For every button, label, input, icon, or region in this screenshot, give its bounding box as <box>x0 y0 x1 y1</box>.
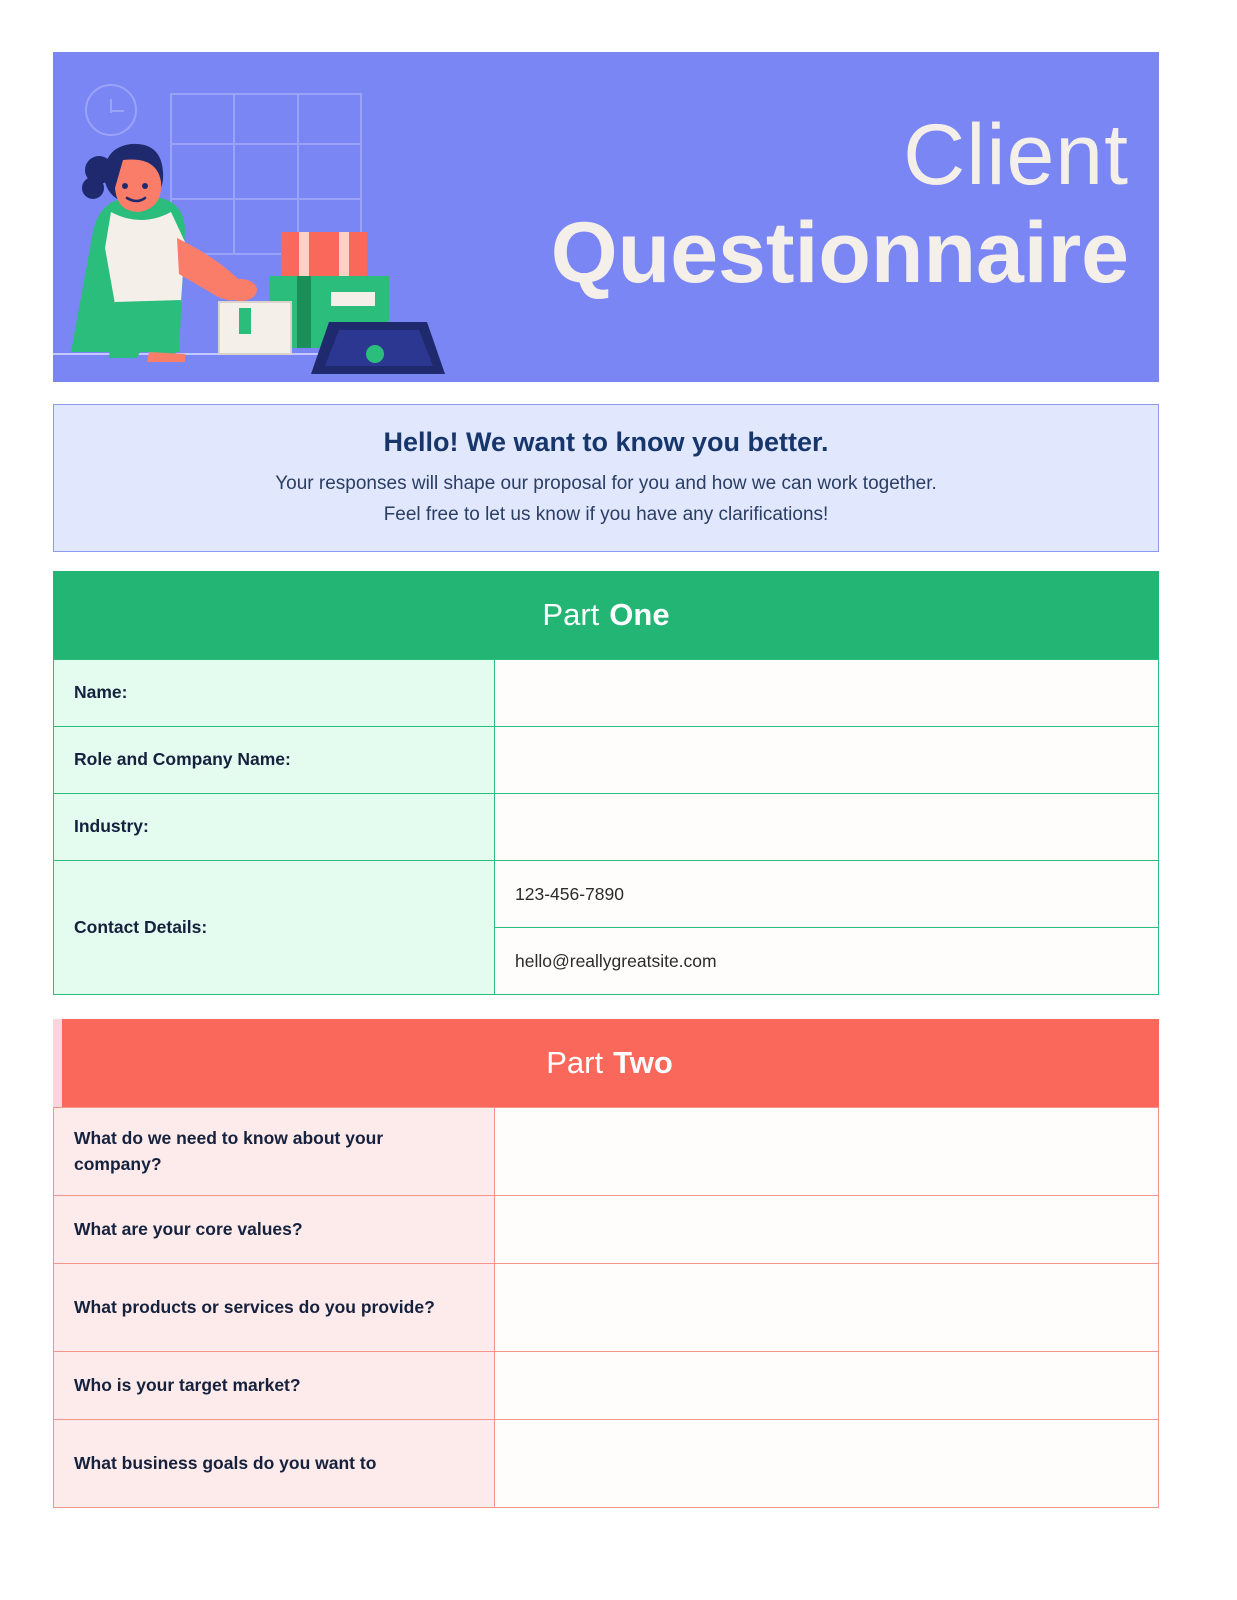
table-row <box>54 1264 1159 1352</box>
field-label-name: Name: <box>54 660 495 727</box>
field-value-contact-email[interactable]: hello@reallygreatsite.com <box>495 928 1159 995</box>
section-part-one <box>53 571 1159 995</box>
question-label-core-values: What are your core values? <box>54 1196 495 1264</box>
question-value-target-market[interactable] <box>495 1352 1159 1420</box>
table-row <box>54 861 1159 928</box>
part-one-header <box>53 571 1159 659</box>
table-row <box>54 727 1159 794</box>
question-value-core-values[interactable] <box>495 1196 1159 1264</box>
person-with-boxes-and-laptop-illustration <box>53 52 473 382</box>
part-two-header-strong: Two <box>613 1045 673 1080</box>
part-one-table <box>53 659 1159 995</box>
intro-line-1: Your responses will shape our proposal for you and how we can work together. <box>275 473 937 494</box>
question-value-products-services[interactable] <box>495 1264 1159 1352</box>
table-row <box>54 1196 1159 1264</box>
hero-banner <box>53 52 1159 382</box>
part-two-header <box>60 1019 1159 1107</box>
part-two-header-prefix: Part <box>546 1045 604 1080</box>
field-value-contact-phone[interactable]: 123-456-7890 <box>495 861 1159 928</box>
field-value-role-company[interactable] <box>495 727 1159 794</box>
title-line-2: Questionnaire <box>550 205 1129 301</box>
part-two-accent-bar <box>53 1019 62 1107</box>
question-label-products-services: What products or services do you provide? <box>54 1264 495 1352</box>
question-label-target-market: Who is your target market? <box>54 1352 495 1420</box>
intro-heading: Hello! We want to know you better. <box>383 427 829 457</box>
intro-box <box>53 404 1159 552</box>
field-value-industry[interactable] <box>495 794 1159 861</box>
field-label-role-company: Role and Company Name: <box>54 727 495 794</box>
question-label-company-info: What do we need to know about your company? <box>54 1108 495 1196</box>
question-value-business-goals[interactable] <box>495 1420 1159 1508</box>
table-row <box>54 1108 1159 1196</box>
part-two-table <box>53 1107 1159 1508</box>
part-one-header-prefix: Part <box>542 597 600 632</box>
field-label-industry: Industry: <box>54 794 495 861</box>
question-label-business-goals: What business goals do you want to <box>54 1420 495 1508</box>
table-row <box>54 660 1159 727</box>
title-line-1: Client <box>903 107 1129 203</box>
field-value-name[interactable] <box>495 660 1159 727</box>
part-one-header-strong: One <box>609 597 670 632</box>
page-title <box>550 107 1129 301</box>
table-row <box>54 1352 1159 1420</box>
table-row <box>54 1420 1159 1508</box>
table-row <box>54 794 1159 861</box>
intro-line-2: Feel free to let us know if you have any clarifications! <box>383 504 829 526</box>
section-part-two <box>53 1019 1159 1508</box>
field-label-contact-details: Contact Details: <box>54 861 495 995</box>
question-value-company-info[interactable] <box>495 1108 1159 1196</box>
